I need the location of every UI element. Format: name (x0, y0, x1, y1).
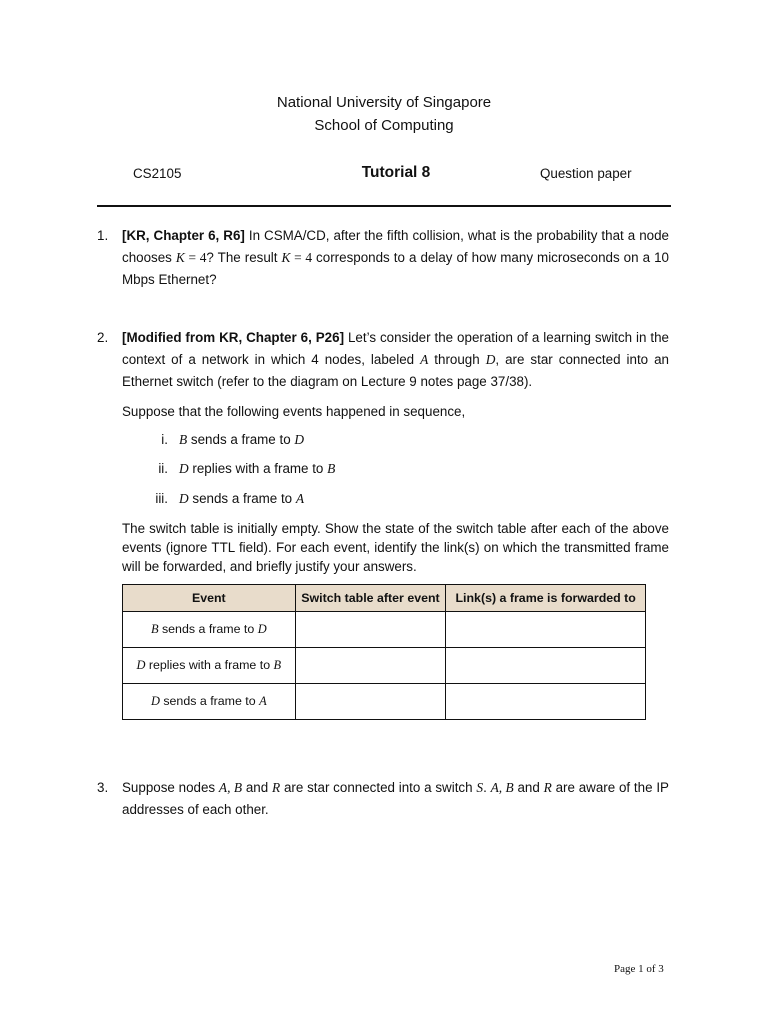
table-cell-links (446, 612, 646, 648)
table-cell-links (446, 684, 646, 720)
page-number: Page 1 of 3 (614, 963, 664, 975)
question-2-instructions: The switch table is initially empty. Show the state of the switch table after each of the above events (ignore TTL field). For each event, identify the link(s) on which the transmitted frame will be forwarded, and briefly justify your answers. (122, 521, 669, 574)
table-cell-event: D sends a frame to A (123, 684, 296, 720)
column-header-switch-table: Switch table after event (295, 585, 446, 612)
course-code: CS2105 (133, 166, 182, 181)
question-2-intro: Suppose that the following events happened in sequence, (122, 404, 466, 419)
table-cell-event: B sends a frame to D (123, 612, 296, 648)
school-name: School of Computing (314, 117, 454, 134)
event-1-numeral: i. (161, 432, 168, 447)
question-2-tag: [Modified from KR, Chapter 6, P26] (122, 330, 345, 345)
table-cell-event: D replies with a frame to B (123, 648, 296, 684)
question-1-number: 1. (97, 228, 109, 243)
header-divider (97, 205, 671, 207)
table-cell-links (446, 648, 646, 684)
question-3-number: 3. (97, 780, 109, 795)
question-3: Suppose nodes A, B and R are star connected into a switch S. A, B and R are aware of the IP addresses of each other. (122, 780, 669, 817)
column-header-links: Link(s) a frame is forwarded to (446, 585, 646, 612)
event-3: D sends a frame to A (179, 491, 305, 506)
switch-table (122, 584, 646, 720)
event-1: B sends a frame to D (179, 432, 305, 447)
event-3-numeral: iii. (155, 491, 168, 506)
table-row (123, 648, 646, 684)
table-header-row (123, 585, 646, 612)
table-row (123, 612, 646, 648)
table-row (123, 684, 646, 720)
question-2-number: 2. (97, 330, 109, 345)
event-2: D replies with a frame to B (179, 461, 336, 476)
table-cell-switch-table (295, 612, 446, 648)
question-2: [Modified from KR, Chapter 6, P26] Let’s consider the operation of a learning switch in the context of a network in which 4 nodes, labeled A through D, are star connected into an Ethernet switch (refer to the diagram on Lecture 9 notes page 37/38). (122, 330, 670, 389)
table-cell-switch-table (295, 648, 446, 684)
question-1: [KR, Chapter 6, R6] In CSMA/CD, after the fifth collision, what is the probability that a node chooses K = 4? The result K = 4 corresponds to a delay of how many microseconds on a 10 Mbps Ethernet? (122, 228, 669, 287)
tutorial-title: Tutorial 8 (361, 164, 431, 181)
university-name: National University of Singapore (276, 94, 492, 111)
event-2-numeral: ii. (158, 461, 168, 476)
paper-type: Question paper (540, 166, 632, 181)
table-cell-switch-table (295, 684, 446, 720)
question-1-tag: [KR, Chapter 6, R6] (122, 228, 245, 243)
column-header-event: Event (123, 585, 296, 612)
